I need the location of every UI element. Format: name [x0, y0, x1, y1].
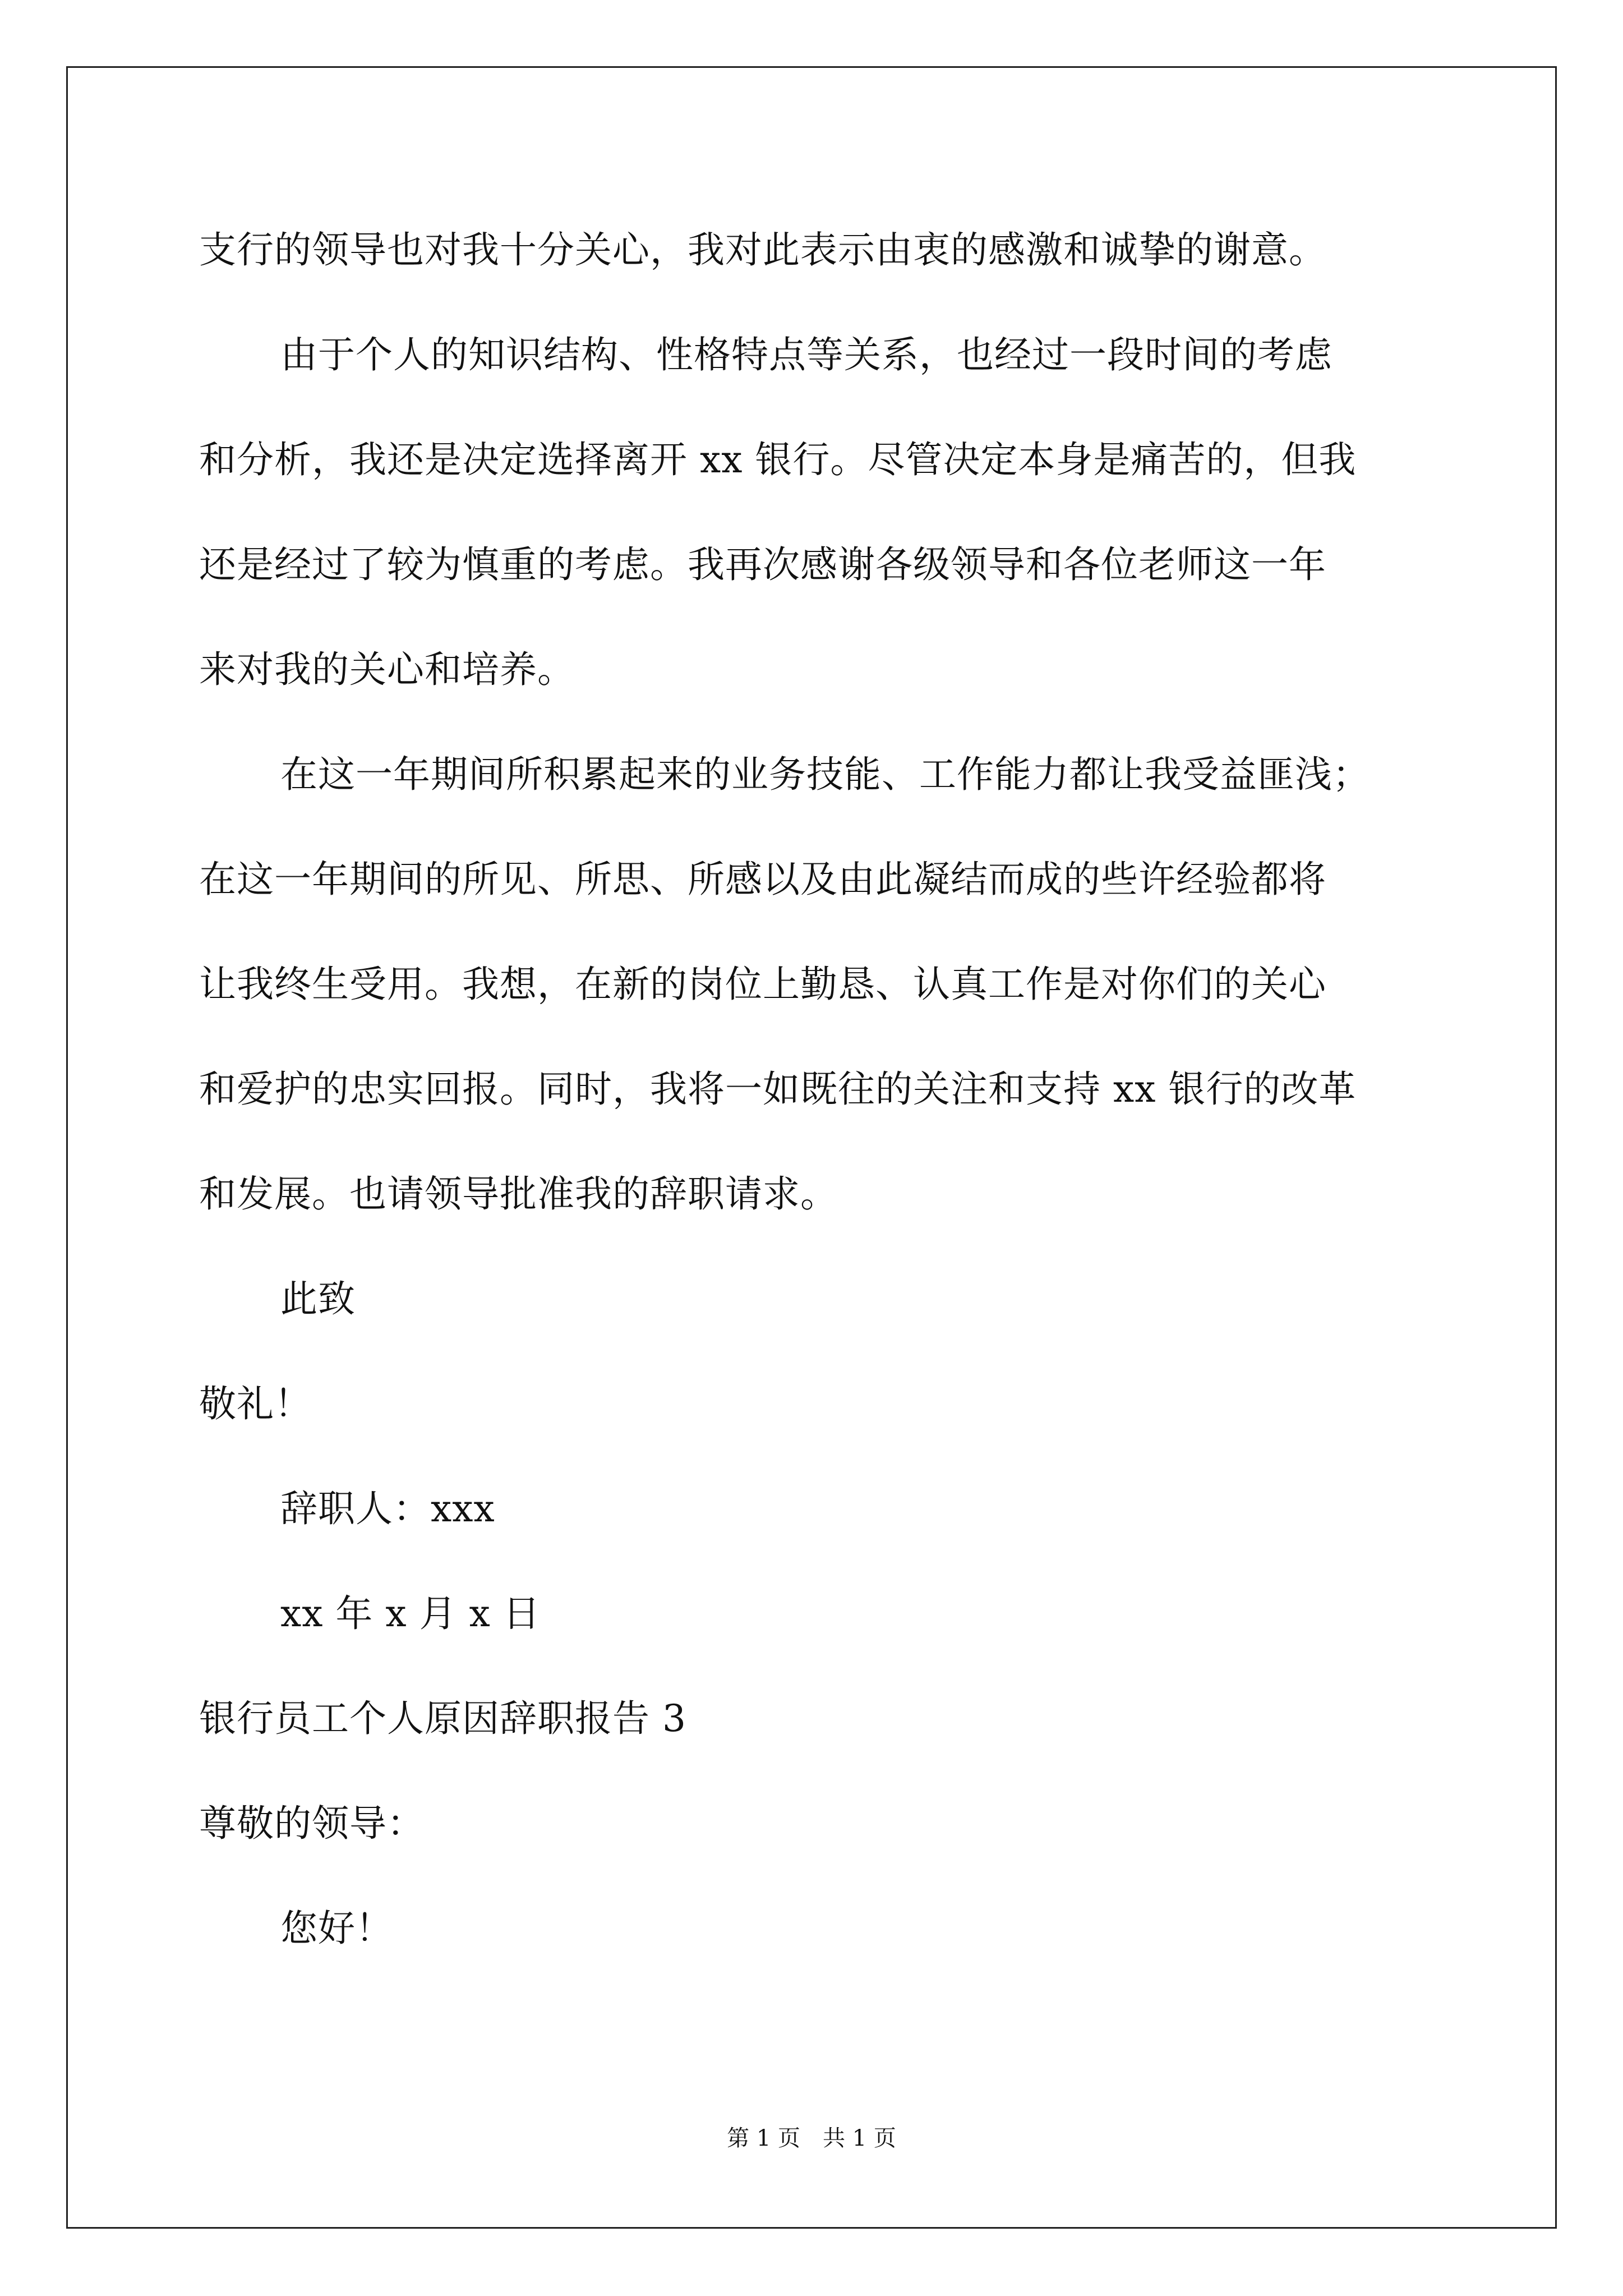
paragraph-line: 支行的领导也对我十分关心，我对此表示由衷的感激和诚挚的谢意。	[199, 228, 1326, 272]
paragraph-line: 在这一年期间的所见、所思、所感以及由此凝结而成的些许经验都将	[199, 858, 1326, 901]
paragraph-line: 让我终生受用。我想，在新的岗位上勤恳、认真工作是对你们的关心	[199, 963, 1326, 1006]
paragraph-line: 和分析，我还是决定选择离开 xx 银行。尽管决定本身是痛苦的，但我	[199, 438, 1357, 481]
section-title: 银行员工个人原因辞职报告 3	[199, 1697, 686, 1740]
page-number-footer: 第 1 页 共 1 页	[727, 2125, 896, 2151]
page-border	[66, 66, 1557, 2229]
greeting: 您好！	[280, 1907, 393, 1950]
paragraph-line: 由于个人的知识结构、性格特点等关系，也经过一段时间的考虑	[280, 333, 1332, 376]
signature-line: 辞职人：xxx	[280, 1487, 495, 1530]
greeting-addressee: 尊敬的领导：	[199, 1802, 425, 1845]
date-line: xx 年 x 月 x 日	[280, 1592, 541, 1635]
paragraph-line: 来对我的关心和培养。	[199, 648, 575, 691]
paragraph-line: 还是经过了较为慎重的考虑。我再次感谢各级领导和各位老师这一年	[199, 543, 1326, 586]
paragraph-line: 和爱护的忠实回报。同时，我将一如既往的关注和支持 xx 银行的改革	[199, 1068, 1357, 1111]
closing-salutation: 此致	[280, 1277, 356, 1320]
paragraph-line: 和发展。也请领导批准我的辞职请求。	[199, 1172, 838, 1216]
paragraph-line: 在这一年期间所积累起来的业务技能、工作能力都让我受益匪浅；	[280, 753, 1370, 796]
closing-regards: 敬礼！	[199, 1382, 312, 1425]
